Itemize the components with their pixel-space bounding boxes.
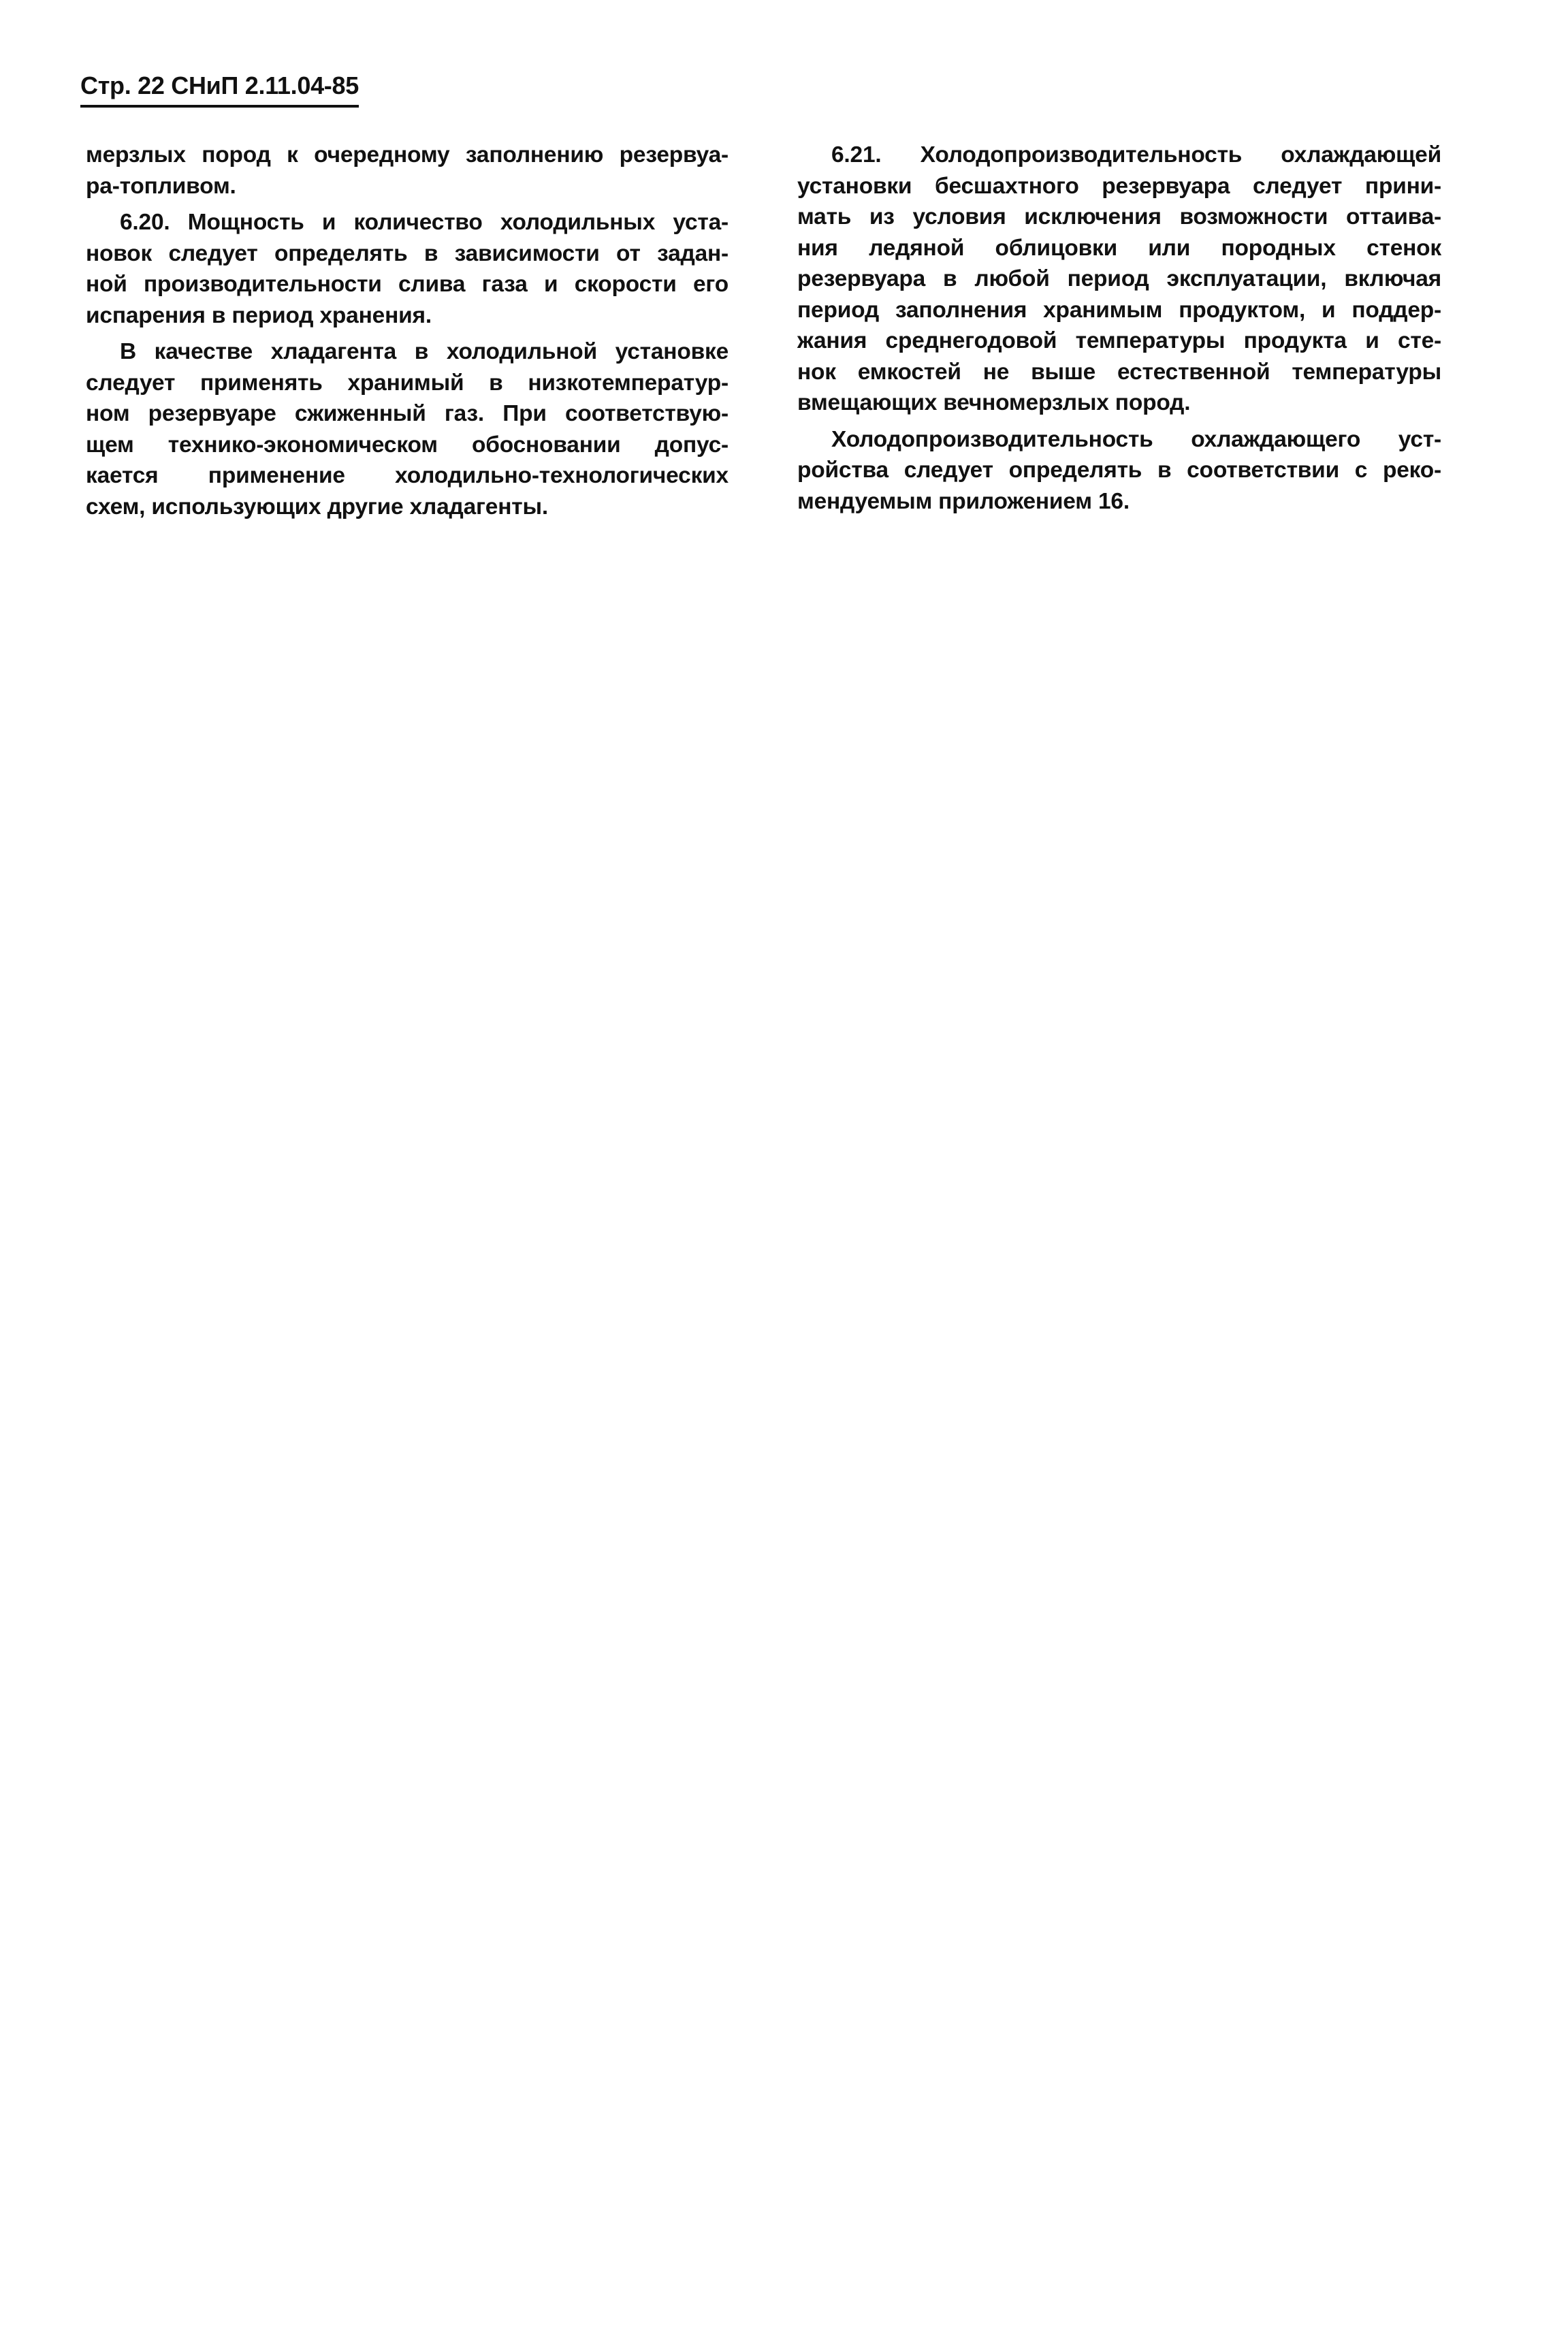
text-line: новок следует определять в зависимости от задан- [86, 240, 729, 266]
text-line-first [797, 140, 1441, 171]
text-line: схем, использующих другие хладагенты. [86, 494, 548, 520]
text-line: жания среднегодовой температуры продукта и сте- [797, 328, 1441, 353]
text-line: щем технико-экономическом обосновании допус- [86, 432, 729, 458]
text-line: нок емкостей не выше естественной температуры [797, 359, 1441, 385]
text-line: кается применение холодильно-технологических [86, 463, 729, 488]
text-line: вмещающих вечномерзлых пород. [797, 390, 1191, 415]
paragraph-refrigerant [86, 336, 729, 522]
text-line: мерзлых пород к очередному заполнению резервуа- [86, 142, 729, 167]
left-column [86, 140, 729, 528]
text-line: ния ледяной облицовки или породных стенок [797, 235, 1441, 261]
text-line: период заполнения хранимым продуктом, и поддер- [797, 297, 1441, 323]
paragraph-continuation [86, 140, 729, 202]
text-line: мать из условия исключения возможности оттаива- [797, 204, 1441, 229]
text-line: ра-топливом. [86, 173, 236, 199]
paragraph-6-21 [797, 140, 1441, 419]
clause-number: 6.20. [120, 210, 170, 235]
running-header: Стр. 22 СНиП 2.11.04-85 [80, 71, 359, 108]
text-line: ной производительности слива газа и скорости его [86, 272, 729, 297]
text-line-first [86, 207, 729, 238]
text-line-first: Холодопроизводительность охлаждающего уст- [831, 426, 1441, 452]
text-line: ном резервуаре сжиженный газ. При соответствую- [86, 401, 729, 426]
right-column [797, 140, 1441, 522]
text-line: ройства следует определять в соответствии с реко- [797, 458, 1441, 483]
text-line: резервуара в любой период эксплуатации, включая [797, 266, 1441, 291]
text-line-content: Холодопроизводительность охлаждающей [920, 142, 1442, 167]
text-line: установки бесшахтного резервуара следует прини- [797, 173, 1441, 199]
text-line: следует применять хранимый в низкотемператур- [86, 370, 729, 396]
paragraph-cooling-capacity [797, 424, 1441, 517]
paragraph-6-20 [86, 207, 729, 331]
text-line-first: В качестве хладагента в холодильной установке [120, 339, 729, 364]
text-line: испарения в период хранения. [86, 302, 432, 328]
clause-number: 6.21. [831, 142, 882, 167]
text-line: мендуемым приложением 16. [797, 488, 1130, 514]
text-line-content: Мощность и количество холодильных уста- [187, 210, 729, 235]
